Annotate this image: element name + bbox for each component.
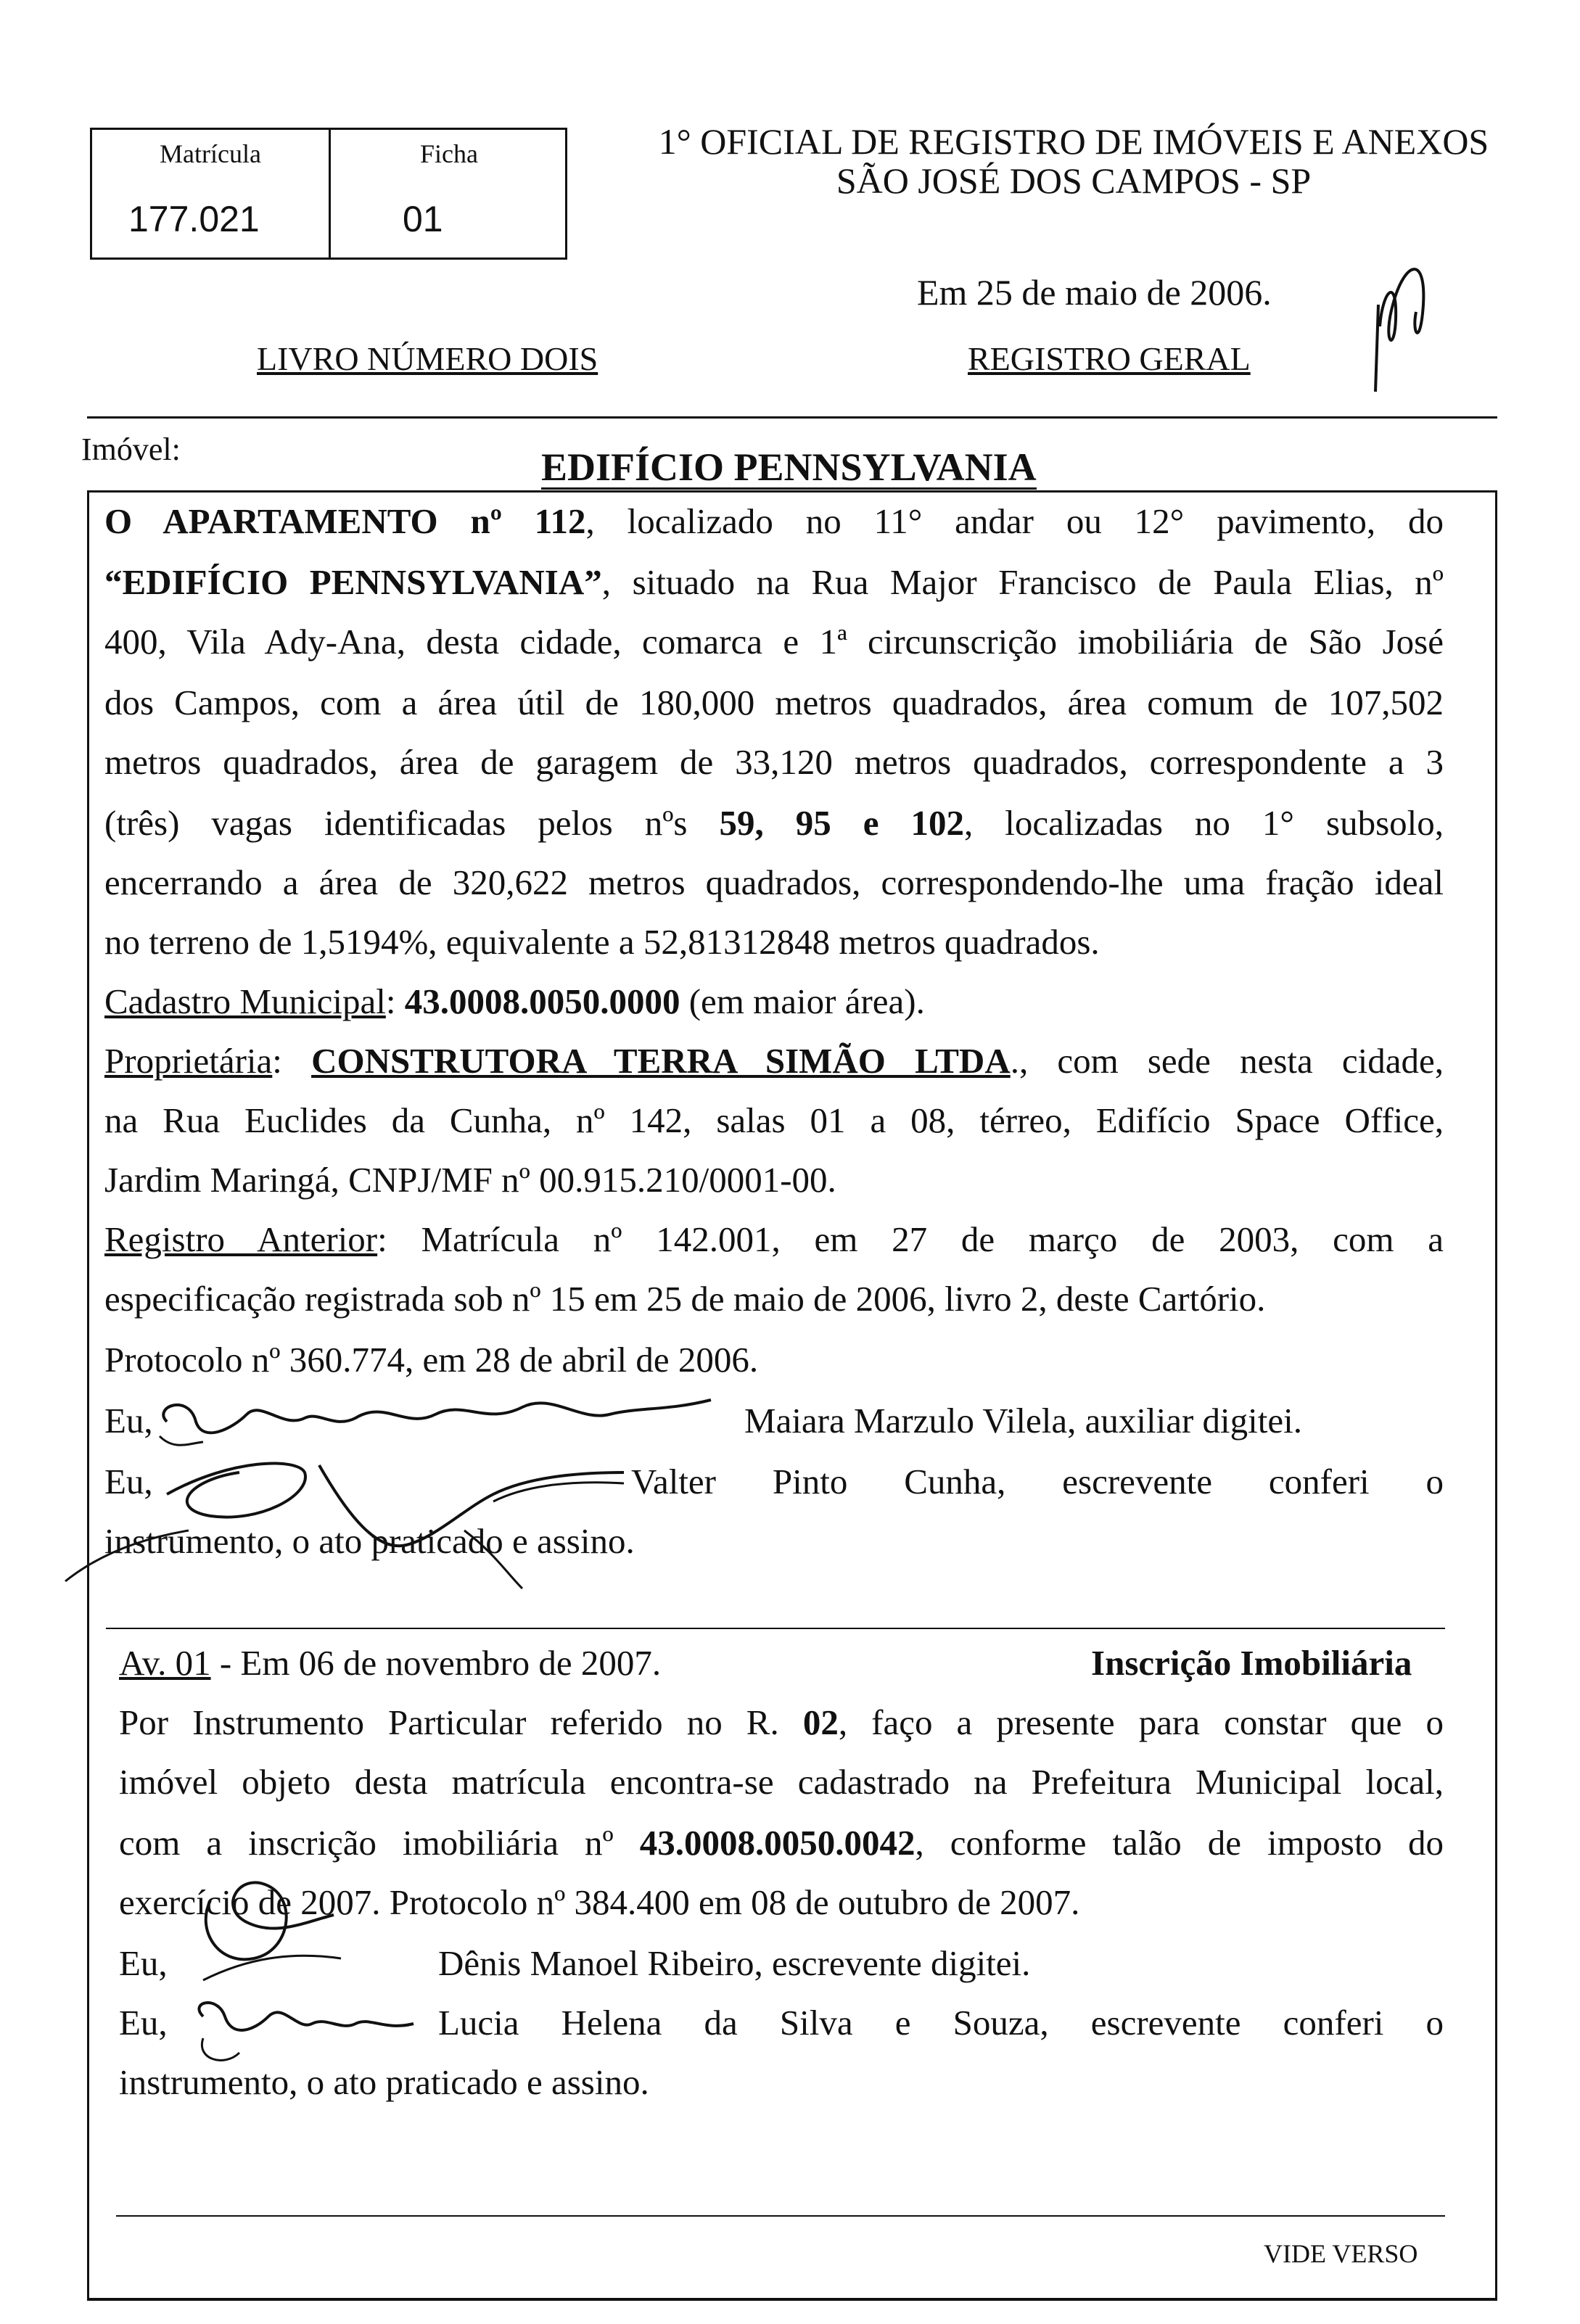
desc-line-4: dos Campos, com a área útil de 180,000 metros quadrados, área comum de 107,502 xyxy=(104,683,1444,722)
desc-line-5: metros quadrados, área de garagem de 33,120 metros quadrados, correspondente a 3 xyxy=(104,742,1444,782)
av01-title: Inscrição Imobiliária xyxy=(1091,1643,1412,1683)
desc-line-1: O APARTAMENTO nº 112, localizado no 11° andar ou 12° pavimento, do xyxy=(104,501,1444,541)
cadastro-line: Cadastro Municipal: 43.0008.0050.0000 (em maior área). xyxy=(104,981,925,1021)
vide-verso: VIDE VERSO xyxy=(1264,2239,1418,2268)
office-title: 1° OFICIAL DE REGISTRO DE IMÓVEIS E ANEXOS xyxy=(658,121,1489,162)
av01-line-3: com a inscrição imobiliária nº 43.0008.0050.0042, conforme talão de imposto do xyxy=(119,1823,1444,1863)
av01-typist-prefix: Eu, xyxy=(119,1943,168,1983)
checker-line-prefix: Eu, xyxy=(104,1462,153,1501)
section-separator xyxy=(106,1628,1445,1629)
typist-name: Maiara Marzulo Vilela, auxiliar digitei. xyxy=(744,1401,1302,1441)
checker-line-2: instrumento, o ato praticado e assino. xyxy=(104,1521,635,1561)
proprietaria-line-1: Proprietária: CONSTRUTORA TERRA SIMÃO LTDA., com sede nesta cidade, xyxy=(104,1041,1444,1081)
footer-separator xyxy=(116,2215,1445,2217)
ficha-value: 01 xyxy=(403,199,443,239)
av01-checker-line-2: instrumento, o ato praticado e assino. xyxy=(119,2062,649,2102)
typist-line: Eu, xyxy=(104,1401,153,1441)
desc-line-6: (três) vagas identificadas pelos nºs 59, 95 e 102, localizadas no 1° subsolo, xyxy=(104,803,1444,843)
av01-header: Av. 01 - Em 06 de novembro de 2007. xyxy=(119,1643,662,1683)
proprietaria-line-3: Jardim Maringá, CNPJ/MF nº 00.915.210/0001-00. xyxy=(104,1160,836,1200)
av01-checker-prefix: Eu, xyxy=(119,2003,168,2043)
header-rule xyxy=(87,416,1497,419)
protocolo-line: Protocolo nº 360.774, em 28 de abril de 2006. xyxy=(104,1340,759,1380)
imovel-label: Imóvel: xyxy=(81,432,181,467)
av01-line-1: Por Instrumento Particular referido no R. 02, faço a presente para constar que o xyxy=(119,1702,1444,1742)
desc-line-8: no terreno de 1,5194%, equivalente a 52,81312848 metros quadrados. xyxy=(104,922,1100,962)
office-city: SÃO JOSÉ DOS CAMPOS - SP xyxy=(836,160,1312,201)
document-date: Em 25 de maio de 2006. xyxy=(917,272,1272,313)
rubric-signature xyxy=(1354,247,1441,421)
livro-label: LIVRO NÚMERO DOIS xyxy=(257,340,598,377)
matricula-ficha-box xyxy=(90,128,567,260)
checker-line: Valter Pinto Cunha, escrevente conferi o xyxy=(631,1462,1444,1501)
av01-typist-name: Dênis Manoel Ribeiro, escrevente digitei. xyxy=(438,1943,1031,1983)
desc-line-3: 400, Vila Ady-Ana, desta cidade, comarca e 1ª circunscrição imobiliária de São José xyxy=(104,622,1444,662)
matricula-value: 177.021 xyxy=(128,199,260,239)
registro-anterior-line-1: Registro Anterior: Matrícula nº 142.001, em 27 de março de 2003, com a xyxy=(104,1219,1444,1259)
ficha-label: Ficha xyxy=(420,139,478,168)
av01-line-4: exercício de 2007. Protocolo nº 384.400 em 08 de outubro de 2007. xyxy=(119,1882,1080,1922)
matricula-label: Matrícula xyxy=(160,139,261,168)
imovel-name: EDIFÍCIO PENNSYLVANIA xyxy=(541,445,1037,489)
desc-line-2: “EDIFÍCIO PENNSYLVANIA”, situado na Rua Major Francisco de Paula Elias, nº xyxy=(104,562,1444,602)
av01-checker-line: Lucia Helena da Silva e Souza, escrevente conferi o xyxy=(438,2003,1444,2043)
av01-line-2: imóvel objeto desta matrícula encontra-se cadastrado na Prefeitura Municipal local, xyxy=(119,1762,1444,1802)
registro-anterior-line-2: especificação registrada sob nº 15 em 25 de maio de 2006, livro 2, deste Cartório. xyxy=(104,1279,1266,1319)
registro-geral-label: REGISTRO GERAL xyxy=(968,340,1251,377)
desc-line-7: encerrando a área de 320,622 metros quadrados, correspondendo-lhe uma fração ideal xyxy=(104,862,1444,902)
proprietaria-line-2: na Rua Euclides da Cunha, nº 142, salas 01 a 08, térreo, Edifício Space Office, xyxy=(104,1100,1444,1140)
